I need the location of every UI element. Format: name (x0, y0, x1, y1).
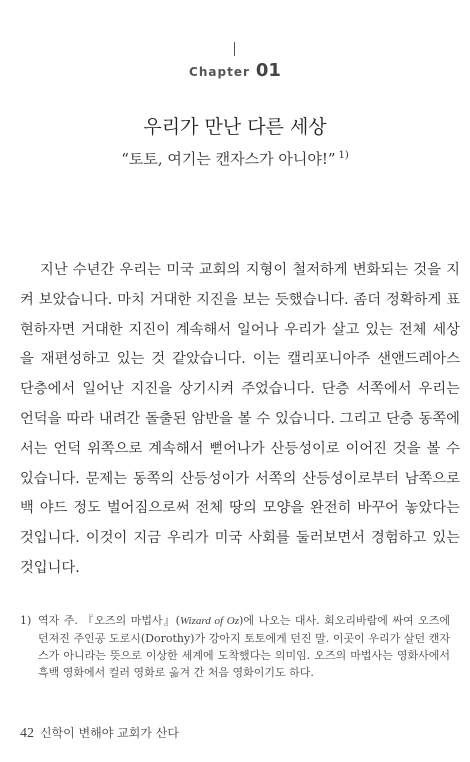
running-title: 신학이 변해야 교회가 산다 (40, 726, 179, 740)
subtitle-text: “토토, 여기는 캔자스가 아니야!” (121, 150, 336, 168)
footnote-text (38, 612, 450, 681)
body-paragraph: 지난 수년간 우리는 미국 교회의 지형이 철저하게 변화되는 것을 지켜 보았습니다. 마치 거대한 지진을 보는 듯했습니다. 좀더 정확하게 표현하자면 거대한 지진이 계속해서 일어나 우리가 살고 있는 전체 세상을 재편성하고 있는 것 같았습니다. 이는 캘리포니아주 샌앤드레아스 단층에서 일어난 지진을 상기시켜 주었습니다. 단층 서쪽에서 우리는 언덕을 따라 내려간 돌출된 암반을 볼 수 있습니다. 그리고 단층 동쪽에서는 언덕 위쪽으로 계속해서 뻗어나가 산등성이로 이어진 것을 볼 수 있습니다. 문제는 동쪽의 산등성이가 서쪽의 산등성이로부터 남쪽으로 백 야드 정도 벌어짐으로써 전체 땅의 모양을 완전히 바꾸어 놓았다는 것입니다. 이것이 지금 우리가 미국 사회를 둘러보면서 경험하고 있는 것입니다. (20, 262, 460, 576)
footnote-text-before: 역자 주. 『오즈의 마법사』( (38, 614, 180, 627)
footnote (20, 612, 450, 681)
page-footer (20, 724, 179, 742)
page-title: 우리가 만난 다른 세상 (143, 116, 327, 138)
body-text (20, 256, 460, 584)
chapter-label: Chapter (189, 65, 250, 79)
page-subtitle (0, 148, 470, 169)
chapter-heading (0, 60, 470, 81)
chapter-divider-line (234, 42, 235, 56)
footnote-italic-title: Wizard of Oz (179, 615, 240, 627)
footnote-number: 1) (20, 614, 32, 627)
chapter-number: 01 (255, 60, 281, 81)
footnote-text-after: )에 나오는 대사. 회오리바람에 싸여 오즈에 던져진 주인공 도로시(Dorothy)가 강아지 토토에게 던진 말. 이곳이 우리가 살던 캔자스가 아니라는 뜻으로 이상한 세계에 도착했다는 의미임. 오즈의 마법사는 영화사에서 흑백 영화에서 컬러 영화로 옮겨 간 처음 영화이기도 하다. (38, 614, 451, 679)
page-number: 42 (20, 726, 34, 741)
footnote-reference: 1) (338, 150, 349, 161)
